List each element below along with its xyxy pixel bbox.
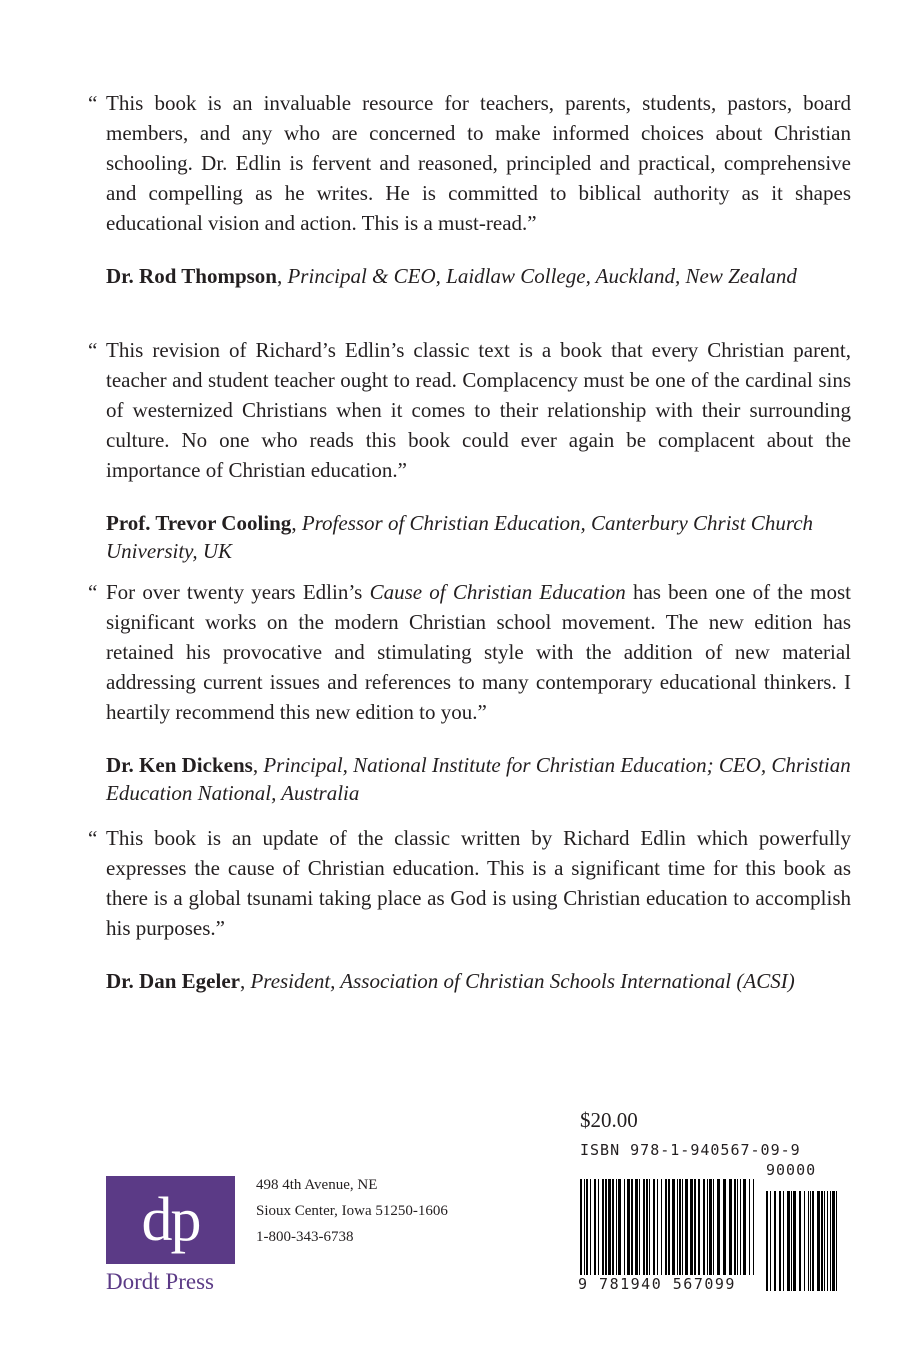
barcode-bar [586,1179,588,1275]
barcode-bar [627,1179,630,1275]
endorser-role: Professor of Christian Education, Canterbury Christ Church University, UK [106,511,814,563]
addon-bar [766,1191,768,1291]
endorser-role: Principal & CEO, Laidlaw College, Auckland, New Zealand [287,264,797,288]
price: $20.00 [580,1108,638,1132]
barcode-bar [672,1179,675,1275]
endorser-name: Dr. Rod Thompson [106,264,277,288]
addon-bar [808,1191,809,1291]
barcode-bar [713,1179,714,1275]
addon-bar [804,1191,805,1291]
addon-bar [799,1191,801,1291]
addon-bar [779,1191,781,1291]
book-title: Cause of Christian Education [369,580,626,604]
barcode-bar [740,1179,741,1275]
barcode-bar [584,1179,585,1275]
barcode-bar [608,1179,611,1275]
barcode-bar [749,1179,750,1275]
barcode-bar [618,1179,621,1275]
barcode-bar [602,1179,604,1275]
endorsement-quote [88,823,851,943]
endorsement-quote [88,335,851,485]
endorsement-quote [88,88,851,238]
barcode-bar [649,1179,650,1275]
barcode-bar [753,1179,754,1275]
endorser-role: Principal, National Institute for Christian Education; CEO, Christian Education National, Australia [106,753,851,805]
addon-bar [774,1191,776,1291]
endorser-name: Dr. Dan Egeler [106,969,240,993]
barcode-bar [723,1179,726,1275]
barcode-bar [694,1179,696,1275]
endorsement-1 [88,88,851,290]
addon-bar [810,1191,811,1291]
barcode-bar [698,1179,700,1275]
addon-bar [787,1191,790,1291]
addon-bar [821,1191,823,1291]
barcode-bar [616,1179,617,1275]
open-quote-mark: “ [88,826,98,850]
quote-text: This book is an invaluable resource for teachers, parents, students, pastors, board members, and any who are concerned to make informed choices about Christian schooling. Dr. Edlin is fervent and reasoned, principled and practical, comprehensive and compelling as he writes. He is committed to biblical authority as it shapes educational vision and action. This is a must-read.” [106,91,851,235]
endorser-attribution: Dr. Rod Thompson, Principal & CEO, Laidlaw College, Auckland, New Zealand [106,264,797,288]
addon-bar [783,1191,784,1291]
barcode-bar [635,1179,638,1275]
ean-digits: 9 781940 567099 [578,1275,736,1293]
endorser-role: President, Association of Christian Schools International (ACSI) [250,969,795,993]
barcode-bar [590,1179,591,1275]
barcode-bar [605,1179,607,1275]
quote-text-end: has been one of the most significant works on the modern Christian school movement. The new edition has retained his provocative and stimulating style with the addition of new material addressing current issues and references to many contemporary educational thinkers. I heartily recommend this new edition to you.” [106,580,851,724]
barcode-bar [594,1179,596,1275]
barcode-bar [643,1179,645,1275]
quote-text: This book is an update of the classic written by Richard Edlin which powerfully expresses the cause of Christian education. This is a significant time for this book as there is a global tsunami taking place as God is using Christian education to accomplish his purposes.” [106,826,851,940]
endorser-attribution: Dr. Dan Egeler, President, Association of Christian Schools International (ACSI) [106,969,795,993]
addon-bar [824,1191,825,1291]
publisher-address [256,1172,448,1250]
addon-bar [832,1191,835,1291]
phone-number: 1-800-343-6738 [256,1229,354,1245]
barcode-bar [682,1179,683,1275]
barcode-bar [668,1179,670,1275]
barcode-bar [703,1179,705,1275]
barcode-bar [661,1179,662,1275]
barcode-bar [653,1179,655,1275]
barcode-bar [677,1179,678,1275]
endorser-attribution: Prof. Trevor Cooling, Professor of Christian Education, Canterbury Christ Church University, UK [106,511,814,563]
barcode-bar [729,1179,732,1275]
barcode-bar [717,1179,720,1275]
logo-letters: dp [141,1185,200,1254]
barcode-bar [639,1179,640,1275]
barcode-bar [631,1179,633,1275]
addon-bar [817,1191,820,1291]
barcode-bar [737,1179,738,1275]
barcode-addon: 90000 [766,1161,817,1179]
barcode-bar [709,1179,712,1275]
barcode-bar [624,1179,625,1275]
addon-bar [793,1191,796,1291]
address-line-1: 498 4th Avenue, NE [256,1177,378,1193]
barcode-bar [598,1179,599,1275]
endorsement-2 [88,335,851,565]
barcode-bar [734,1179,736,1275]
publisher-logo [106,1176,235,1264]
barcode-bar [665,1179,667,1275]
addon-bar [827,1191,828,1291]
open-quote-mark: “ [88,338,98,362]
endorser-name: Prof. Trevor Cooling [106,511,292,535]
isbn-barcode [578,1141,841,1301]
publisher-name: Dordt Press [106,1269,214,1294]
address-line-2: Sioux Center, Iowa 51250-1606 [256,1203,448,1219]
isbn-label: ISBN 978-1-940567-09-9 [580,1141,801,1159]
endorser-name: Dr. Ken Dickens [106,753,253,777]
quote-text-start: For over twenty years Edlin’s [106,580,370,604]
addon-bar [770,1191,771,1291]
barcode-bar [685,1179,688,1275]
addon-bar [830,1191,831,1291]
barcode-bar [707,1179,708,1275]
open-quote-mark: “ [88,580,98,604]
barcode-bar [690,1179,693,1275]
barcode-bar [580,1179,582,1275]
endorser-attribution: Dr. Ken Dickens, Principal, National Institute for Christian Education; CEO, Christian Education National, Australia [106,753,851,805]
open-quote-mark: “ [88,91,98,115]
barcode-bar [612,1179,614,1275]
endorsement-3 [88,577,851,807]
quote-text: This revision of Richard’s Edlin’s classic text is a book that every Christian parent, teacher and student teacher ought to read. Complacency must be one of the cardinal sins of westernized Christians when it comes to their relationship with their surrounding culture. No one who reads this book could ever again be complacent about the importance of Christian education.” [106,338,851,482]
endorsement-quote [88,577,851,727]
barcode-bar [679,1179,681,1275]
addon-bar [836,1191,837,1291]
barcode-bar [646,1179,648,1275]
addon-bar [812,1191,814,1291]
endorsement-4 [88,823,851,995]
addon-bar [791,1191,792,1291]
barcode-bar [657,1179,658,1275]
barcode-bar [743,1179,746,1275]
